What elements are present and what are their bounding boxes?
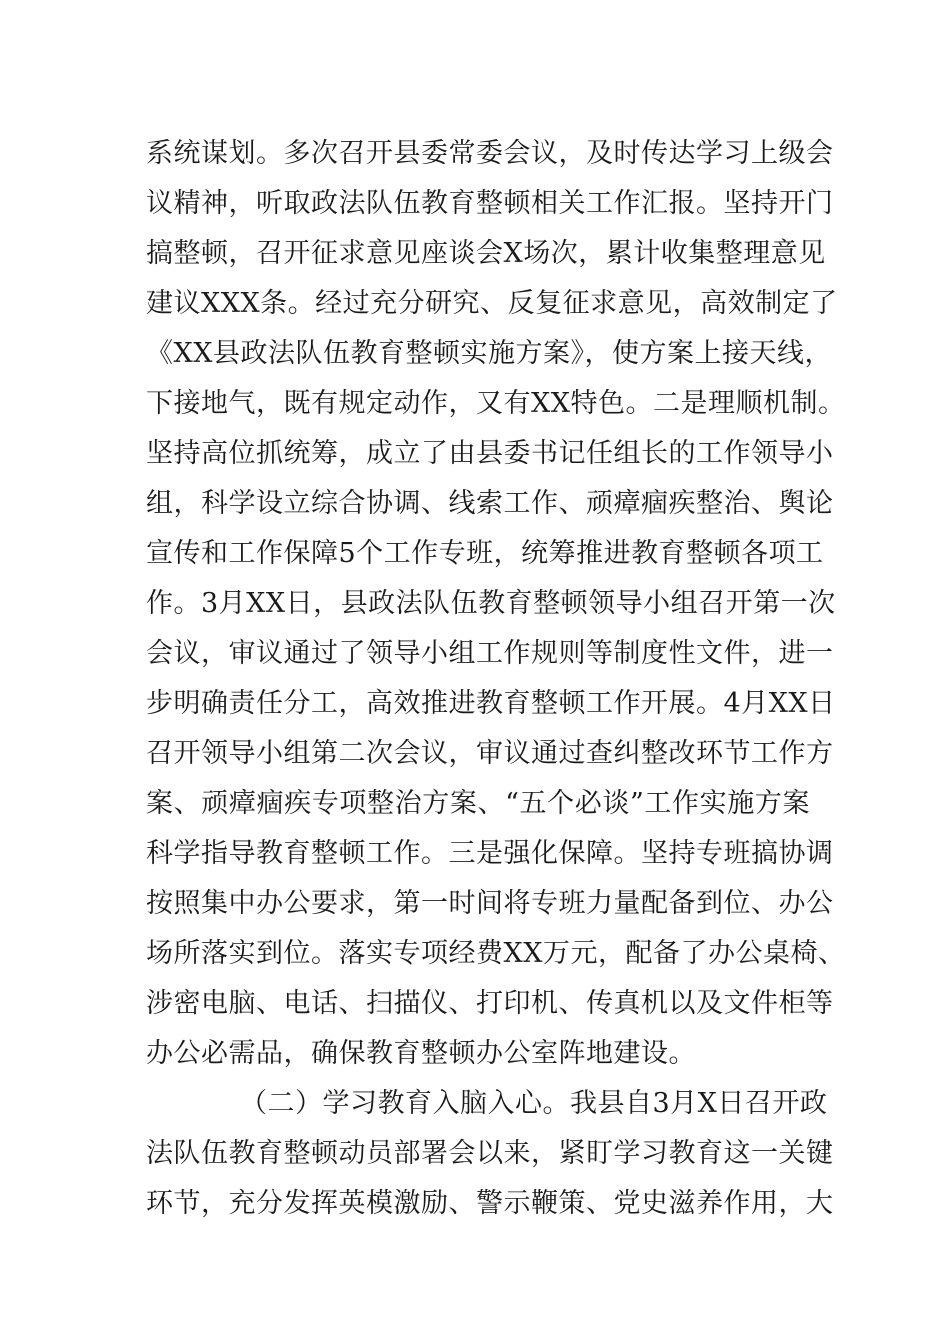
text-line: 组，科学设立综合协调、线索工作、顽瘴痼疾整治、舆论 xyxy=(146,488,834,519)
text-line: 建议XXX条。经过充分研究、反复征求意见，高效制定了 xyxy=(146,288,838,319)
text-line: 《XX县政法队伍教育整顿实施方案》，使方案上接天线， xyxy=(146,338,832,369)
text-line: 作。3月XX日，县政法队伍教育整顿领导小组召开第一次 xyxy=(146,588,836,619)
text-line: 系统谋划。多次召开县委常委会议，及时传达学习上级会 xyxy=(146,138,834,169)
text-line: 科学指导教育整顿工作。三是强化保障。坚持专班搞协调 xyxy=(146,838,834,869)
text-line: 下接地气，既有规定动作，又有XX特色。二是理顺机制。 xyxy=(146,388,846,419)
text-line: 涉密电脑、电话、扫描仪、打印机、传真机以及文件柜等 xyxy=(146,988,834,1019)
text-line: 会议，审议通过了领导小组工作规则等制度性文件，进一 xyxy=(146,638,834,669)
text-line: 宣传和工作保障5个工作专班，统筹推进教育整顿各项工 xyxy=(146,538,824,569)
text-line: 步明确责任分工，高效推进教育整顿工作开展。4月XX日 xyxy=(146,688,836,719)
text-line: 按照集中办公要求，第一时间将专班力量配备到位、办公 xyxy=(146,888,834,919)
text-line: 场所落实到位。落实专项经费XX万元，配备了办公桌椅、 xyxy=(146,938,846,969)
section-heading-line: （二）学习教育入脑入心。我县自3月X日召开政 xyxy=(240,1088,828,1119)
text-line: 议精神，听取政法队伍教育整顿相关工作汇报。坚持开门 xyxy=(146,188,834,219)
text-line: 环节，充分发挥英模激励、警示鞭策、党史滋养作用，大 xyxy=(146,1188,834,1219)
text-line: 坚持高位抓统筹，成立了由县委书记任组长的工作领导小 xyxy=(146,438,834,469)
text-line: 法队伍教育整顿动员部署会以来，紧盯学习教育这一关键 xyxy=(146,1138,834,1169)
text-line: 召开领导小组第二次会议，审议通过查纠整改环节工作方 xyxy=(146,738,834,769)
text-line: 案、顽瘴痼疾专项整治方案、“五个必谈”工作实施方案 xyxy=(146,788,810,819)
text-line: 搞整顿，召开征求意见座谈会X场次，累计收集整理意见 xyxy=(146,238,826,269)
text-line: 办公必需品，确保教育整顿办公室阵地建设。 xyxy=(146,1038,696,1069)
